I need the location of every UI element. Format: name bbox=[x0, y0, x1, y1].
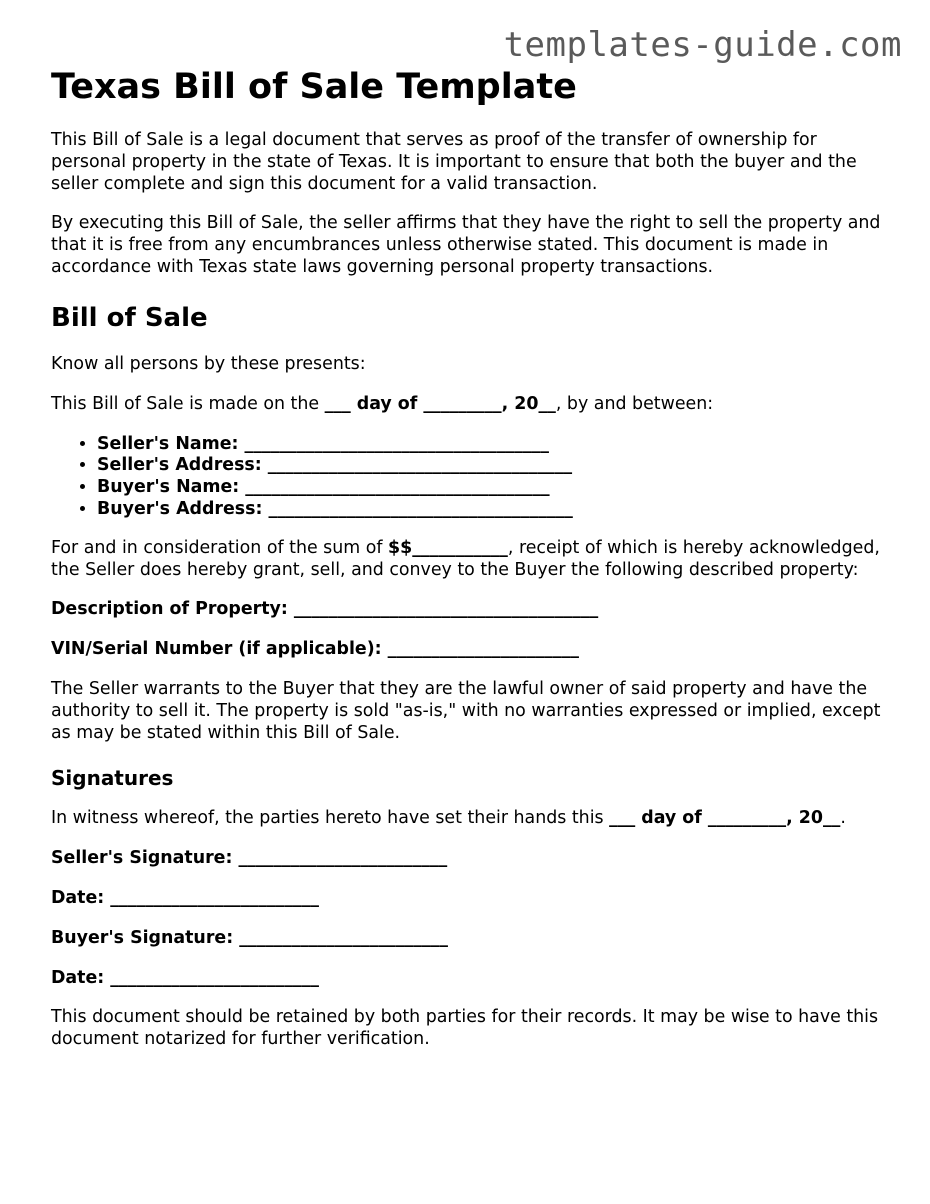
consideration-prefix: For and in consideration of the sum of bbox=[51, 537, 389, 558]
description-paragraph bbox=[51, 599, 891, 621]
buyer-date-paragraph bbox=[51, 968, 891, 990]
made-on-statement bbox=[51, 394, 891, 416]
document-body bbox=[51, 66, 891, 1069]
list-item bbox=[97, 499, 891, 521]
witness-paragraph bbox=[51, 808, 891, 830]
buyer-signature-field: Buyer's Signature: ________________________ bbox=[51, 927, 448, 948]
list-item bbox=[97, 477, 891, 499]
amount-blank: $$___________ bbox=[388, 537, 508, 558]
made-on-suffix: , by and between: bbox=[555, 393, 714, 414]
document-title: Texas Bill of Sale Template bbox=[51, 67, 577, 107]
witness-suffix: . bbox=[840, 808, 846, 829]
vin-field: VIN/Serial Number (if applicable): ______________________ bbox=[51, 639, 579, 660]
buyer-address-field: Buyer's Address: ___________________________________ bbox=[97, 498, 573, 519]
seller-signature-paragraph bbox=[51, 848, 891, 870]
seller-date-paragraph bbox=[51, 888, 891, 910]
bill-of-sale-heading: Bill of Sale bbox=[51, 302, 208, 333]
witness-prefix: In witness whereof, the parties hereto have set their hands this bbox=[51, 808, 610, 829]
list-item bbox=[97, 455, 891, 477]
made-on-prefix: This Bill of Sale is made on the bbox=[51, 393, 325, 414]
buyer-signature-paragraph bbox=[51, 928, 891, 950]
consideration-suffix: , receipt of which is hereby acknowledged, the Seller does hereby grant, sell, and convey to the Buyer the following described property: bbox=[51, 537, 880, 580]
know-all-statement: Know all persons by these presents: bbox=[51, 353, 366, 374]
sale-date-blank: ___ day of _________, 20__ bbox=[324, 393, 556, 414]
vin-paragraph bbox=[51, 639, 891, 661]
intro-paragraph-2: By executing this Bill of Sale, the seller affirms that they have the right to sell the property and that it is free from any encumbrances unless otherwise stated. This document is made in accordance with Texas state laws governing personal property transactions. bbox=[51, 213, 881, 277]
intro-paragraph-1: This Bill of Sale is a legal document that serves as proof of the transfer of ownership for personal property in the state of Texas. It is important to ensure that both the buyer and the seller complete and sign this document for a valid transaction. bbox=[51, 130, 857, 194]
closing-paragraph: This document should be retained by both parties for their records. It may be wise to have this document notarized for further verification. bbox=[51, 1007, 879, 1050]
seller-date-field: Date: ________________________ bbox=[51, 887, 319, 908]
buyer-name-field: Buyer's Name: ___________________________________ bbox=[97, 477, 550, 498]
buyer-date-field: Date: ________________________ bbox=[51, 967, 319, 988]
seller-signature-field: Seller's Signature: ________________________ bbox=[51, 848, 448, 869]
site-watermark: templates-guide.com bbox=[503, 25, 902, 65]
witness-date-blank: ___ day of _________, 20__ bbox=[609, 808, 841, 829]
seller-address-field: Seller's Address: ___________________________________ bbox=[97, 455, 573, 476]
warranty-paragraph: The Seller warrants to the Buyer that they are the lawful owner of said property and have the authority to sell it. The property is sold "as-is," with no warranties expressed or implied, except as may be stated within this Bill of Sale. bbox=[51, 678, 881, 743]
description-field: Description of Property: ___________________________________ bbox=[51, 599, 599, 620]
consideration-paragraph bbox=[51, 538, 891, 582]
list-item bbox=[97, 434, 891, 456]
seller-name-field: Seller's Name: ___________________________________ bbox=[97, 433, 549, 454]
party-fields-list bbox=[51, 434, 891, 521]
signatures-heading: Signatures bbox=[51, 766, 174, 791]
